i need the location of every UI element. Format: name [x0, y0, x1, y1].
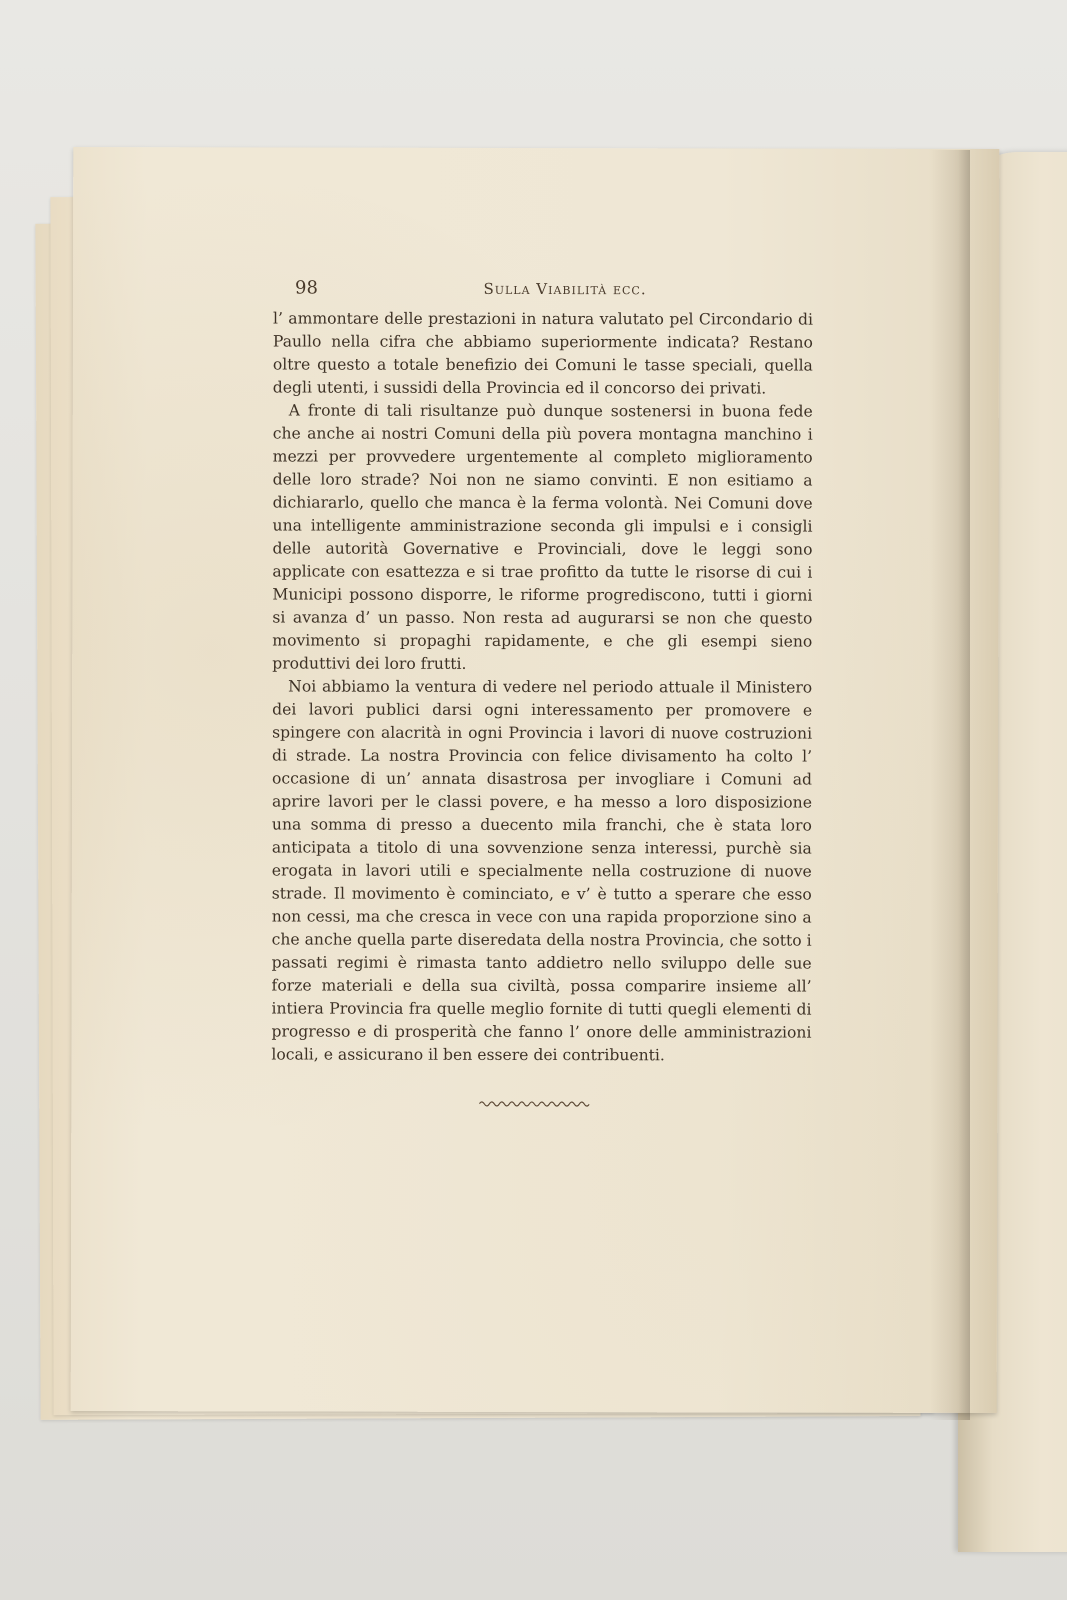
- paragraph: Noi abbiamo la ventura di vedere nel periodo attuale il Ministero dei lavori publici darsi ogni interessamento per promovere e spingere con alacrità in ogni Provincia i lavori di nuove costruzioni di strade. La nostra Provincia con felice divisamento ha colto l’ occasione di un’ annata disastrosa per invogliare i Comuni ad aprire lavori per le classi povere, e ha messo a loro disposizione una somma di presso a duecento mila franchi, che è stata loro anticipata a titolo di una sovvenzione senza interessi, purchè sia erogata in lavori utili e specialmente nella costruzione di nuove strade. Il movimento è cominciato, e v’ è tutto a sperare che esso non cessi, ma che cresca in vece con una rapida proporzione sino a che anche quella parte diseredata della nostra Provincia, che sotto i passati regimi è rimasta tanto addietro nello sviluppo delle sue forze materiali e della sua civiltà, possa comparire insieme all’ intiera Provincia fra quelle meglio fornite di tutti quegli elementi di progresso e di prosperità che fanno l’ onore delle amministrazioni locali, e assicurano il ben essere dei contribuenti.: [271, 677, 813, 1065]
- paragraph: l’ ammontare delle prestazioni in natura valutato pel Circondario di Paullo nella cifra che abbiamo superiormente indicata? Restano oltre questo a totale benefizio dei Comuni le tasse speciali, quella degli utenti, i sussidi della Provincia ed il concorso dei privati.: [272, 309, 813, 398]
- running-head: [295, 277, 835, 304]
- paragraph: A fronte di tali risultanze può dunque sostenersi in buona fede che anche ai nostri Comuni della più povera montagna manchino i mezzi per provvedere urgentemente al completo miglioramento delle loro strade? Noi non ne siamo convinti. E non esitiamo a dichiararlo, quello che manca è la ferma volontà. Nei Comuni dove una intelligente amministrazione seconda gli impulsi e i consigli delle autorità Governative e Provinciali, dove le leggi sono applicate con esattezza e si trae profitto da tutte le risorse di cui i Municipi possono disporre, le riforme progrediscono, tutti i giorni si avanza d’ un passo. Non resta ad augurarsi se non che questo movimento si propaghi rapidamente, e che gli esempi sieno produttivi dei loro frutti.: [272, 401, 813, 673]
- wavy-rule-icon: [479, 1098, 589, 1110]
- body-text: [271, 307, 813, 1067]
- page-number: 98: [295, 277, 318, 299]
- end-ornament: [71, 1097, 997, 1113]
- running-title: Sulla Viabilità ecc.: [483, 279, 647, 299]
- gutter-shadow: [930, 150, 970, 1420]
- book-page: [71, 147, 1000, 1413]
